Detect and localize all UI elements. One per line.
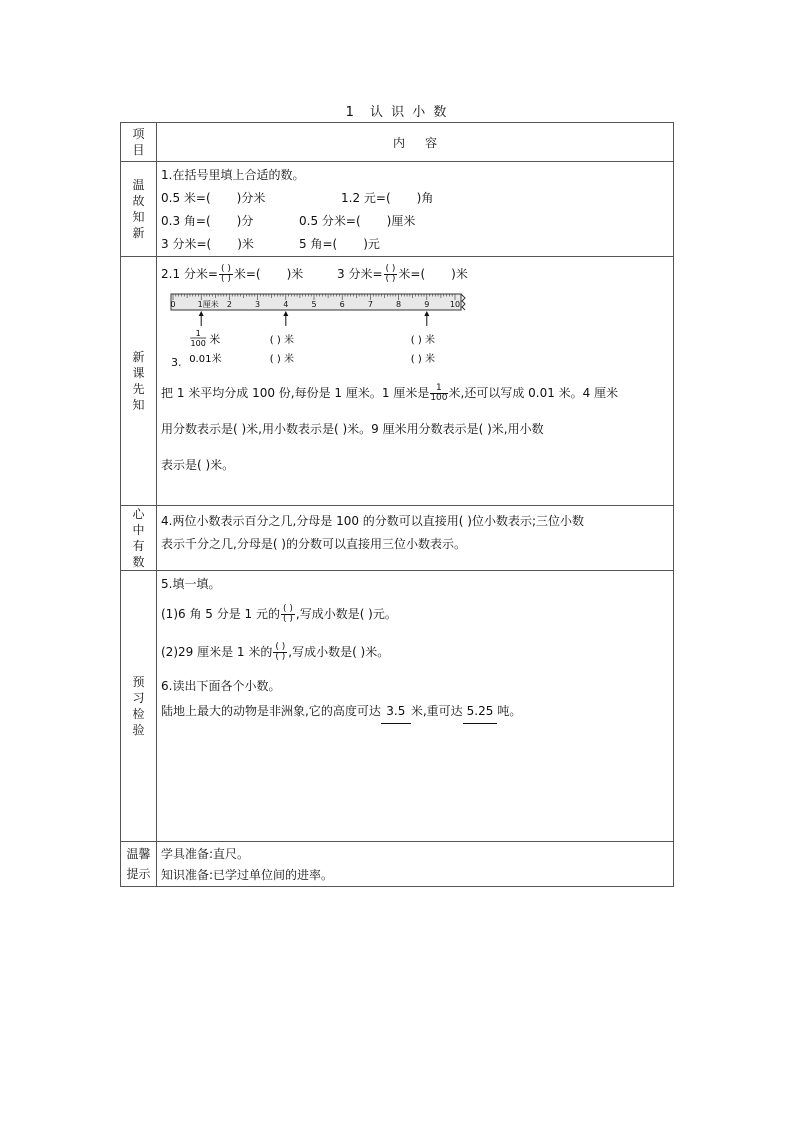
fraction-blank: $\frac{( )}{( )}$ bbox=[282, 604, 293, 624]
ruler-arrowhead bbox=[283, 311, 288, 316]
q4-line2: 表示千分之几,分母是( )的分数可以直接用三位小数表示。 bbox=[161, 537, 466, 551]
value-height: 3.5 bbox=[381, 700, 411, 724]
ruler-tick-label: 7 bbox=[367, 300, 373, 309]
fraction-blank: $\frac{( )}{( )}$ bbox=[385, 264, 396, 284]
label-decimal: 0.01米 bbox=[189, 354, 222, 365]
q6-title: 6.读出下面各个小数。 bbox=[161, 679, 281, 693]
section-new bbox=[121, 257, 674, 506]
ruler-tick-label: 0 bbox=[170, 300, 176, 309]
q2-line: 2.1 分米= $\frac{( )}{( )}$ 米=( )米 3 分米= $\frac{( )}{( )}$ 米=( )米 bbox=[161, 264, 468, 284]
ruler-tick-label: 9 bbox=[424, 300, 430, 309]
ruler-tick-label: 6 bbox=[339, 300, 345, 309]
page-title: 1 认 识 小 数 bbox=[345, 105, 449, 120]
header-col-content: 内容 bbox=[157, 123, 674, 162]
section-label-review: 温故知新 bbox=[121, 162, 157, 257]
worksheet-table bbox=[120, 122, 674, 887]
q5-part1: (1)6 角 5 分是 1 元的 $\frac{( )}{( )}$ ,写成小数是( )元。 bbox=[161, 604, 397, 624]
q3-paragraph-line1: 把 1 米平均分成 100 份,每份是 1 厘米。1 厘米是 $\frac{1}{100}$ 米,还可以写成 0.01 米。4 厘米 bbox=[161, 383, 619, 403]
ruler-tick-label: 3 bbox=[255, 300, 261, 309]
q3-paragraph-line2: 用分数表示是( )米,用小数表示是( )米。9 厘米用分数表示是( )米,用小数 bbox=[161, 422, 544, 436]
ruler-tick-label: 8 bbox=[396, 300, 402, 309]
blank-label: ( ) 米 bbox=[410, 354, 435, 365]
q3-number: 3. bbox=[171, 356, 182, 369]
q1-row: 3 分米=( )米 5 角=( )元 bbox=[161, 237, 380, 251]
blank-label: ( ) 米 bbox=[269, 354, 294, 365]
q5-title: 5.填一填。 bbox=[161, 577, 221, 591]
q1-title: 1.在括号里填上合适的数。 bbox=[161, 168, 305, 182]
section-mind bbox=[121, 506, 674, 571]
section-review bbox=[121, 162, 674, 257]
section-label-preview: 预习检验 bbox=[121, 571, 157, 842]
section-preview bbox=[121, 571, 674, 842]
section-label-new: 新课先知 bbox=[121, 257, 157, 506]
ruler-arrowhead bbox=[424, 311, 429, 316]
value-weight: 5.25 bbox=[463, 700, 498, 724]
blank-label: ( ) 米 bbox=[269, 335, 294, 346]
ruler-figure bbox=[171, 286, 673, 376]
ruler-tick-label: 10 bbox=[449, 300, 461, 309]
label-unit: 米 bbox=[209, 333, 221, 346]
ruler-tick-label: 4 bbox=[283, 300, 289, 309]
label-frac-num: 1 bbox=[195, 329, 201, 338]
header-row bbox=[121, 123, 674, 162]
ruler-break-edge bbox=[461, 294, 465, 310]
header-col-project: 项目 bbox=[121, 123, 157, 162]
tip-tools: 学具准备:直尺。 bbox=[161, 847, 250, 861]
q3-paragraph-line3: 表示是( )米。 bbox=[161, 458, 235, 472]
ruler-arrowhead bbox=[199, 311, 204, 316]
section-tips bbox=[121, 842, 674, 887]
q1-row: 0.5 米=( )分米 1.2 元=( )角 bbox=[161, 191, 434, 205]
ruler-tick-label: 1厘米 bbox=[197, 300, 219, 309]
tip-knowledge: 知识准备:已学过单位间的进率。 bbox=[161, 868, 334, 882]
ruler bbox=[171, 286, 481, 376]
q1-row: 0.3 角=( )分 0.5 分米=( )厘米 bbox=[161, 214, 416, 228]
fraction-blank: $\frac{( )}{( )}$ bbox=[220, 264, 231, 284]
q5-part2: (2)29 厘米是 1 米的 $\frac{( )}{( )}$ ,写成小数是( )米。 bbox=[161, 642, 390, 662]
label-frac-den: 100 bbox=[190, 339, 206, 348]
blank-label: ( ) 米 bbox=[410, 335, 435, 346]
fraction-1-100: $\frac{1}{100}$ bbox=[430, 383, 448, 403]
section-label-tips: 温馨 提示 bbox=[121, 842, 157, 887]
q6-sentence: 陆地上最大的动物是非洲象,它的高度可达 3.5 米,重可达 5.25 吨。 bbox=[157, 700, 673, 723]
ruler-tick-label: 5 bbox=[311, 300, 317, 309]
section-label-mind: 心中有数 bbox=[121, 506, 157, 571]
fraction-blank: $\frac{( )}{( )}$ bbox=[275, 642, 286, 662]
q4-line1: 4.两位小数表示百分之几,分母是 100 的分数可以直接用( )位小数表示;三位小数 bbox=[161, 514, 585, 528]
ruler-tick-label: 2 bbox=[226, 300, 232, 309]
